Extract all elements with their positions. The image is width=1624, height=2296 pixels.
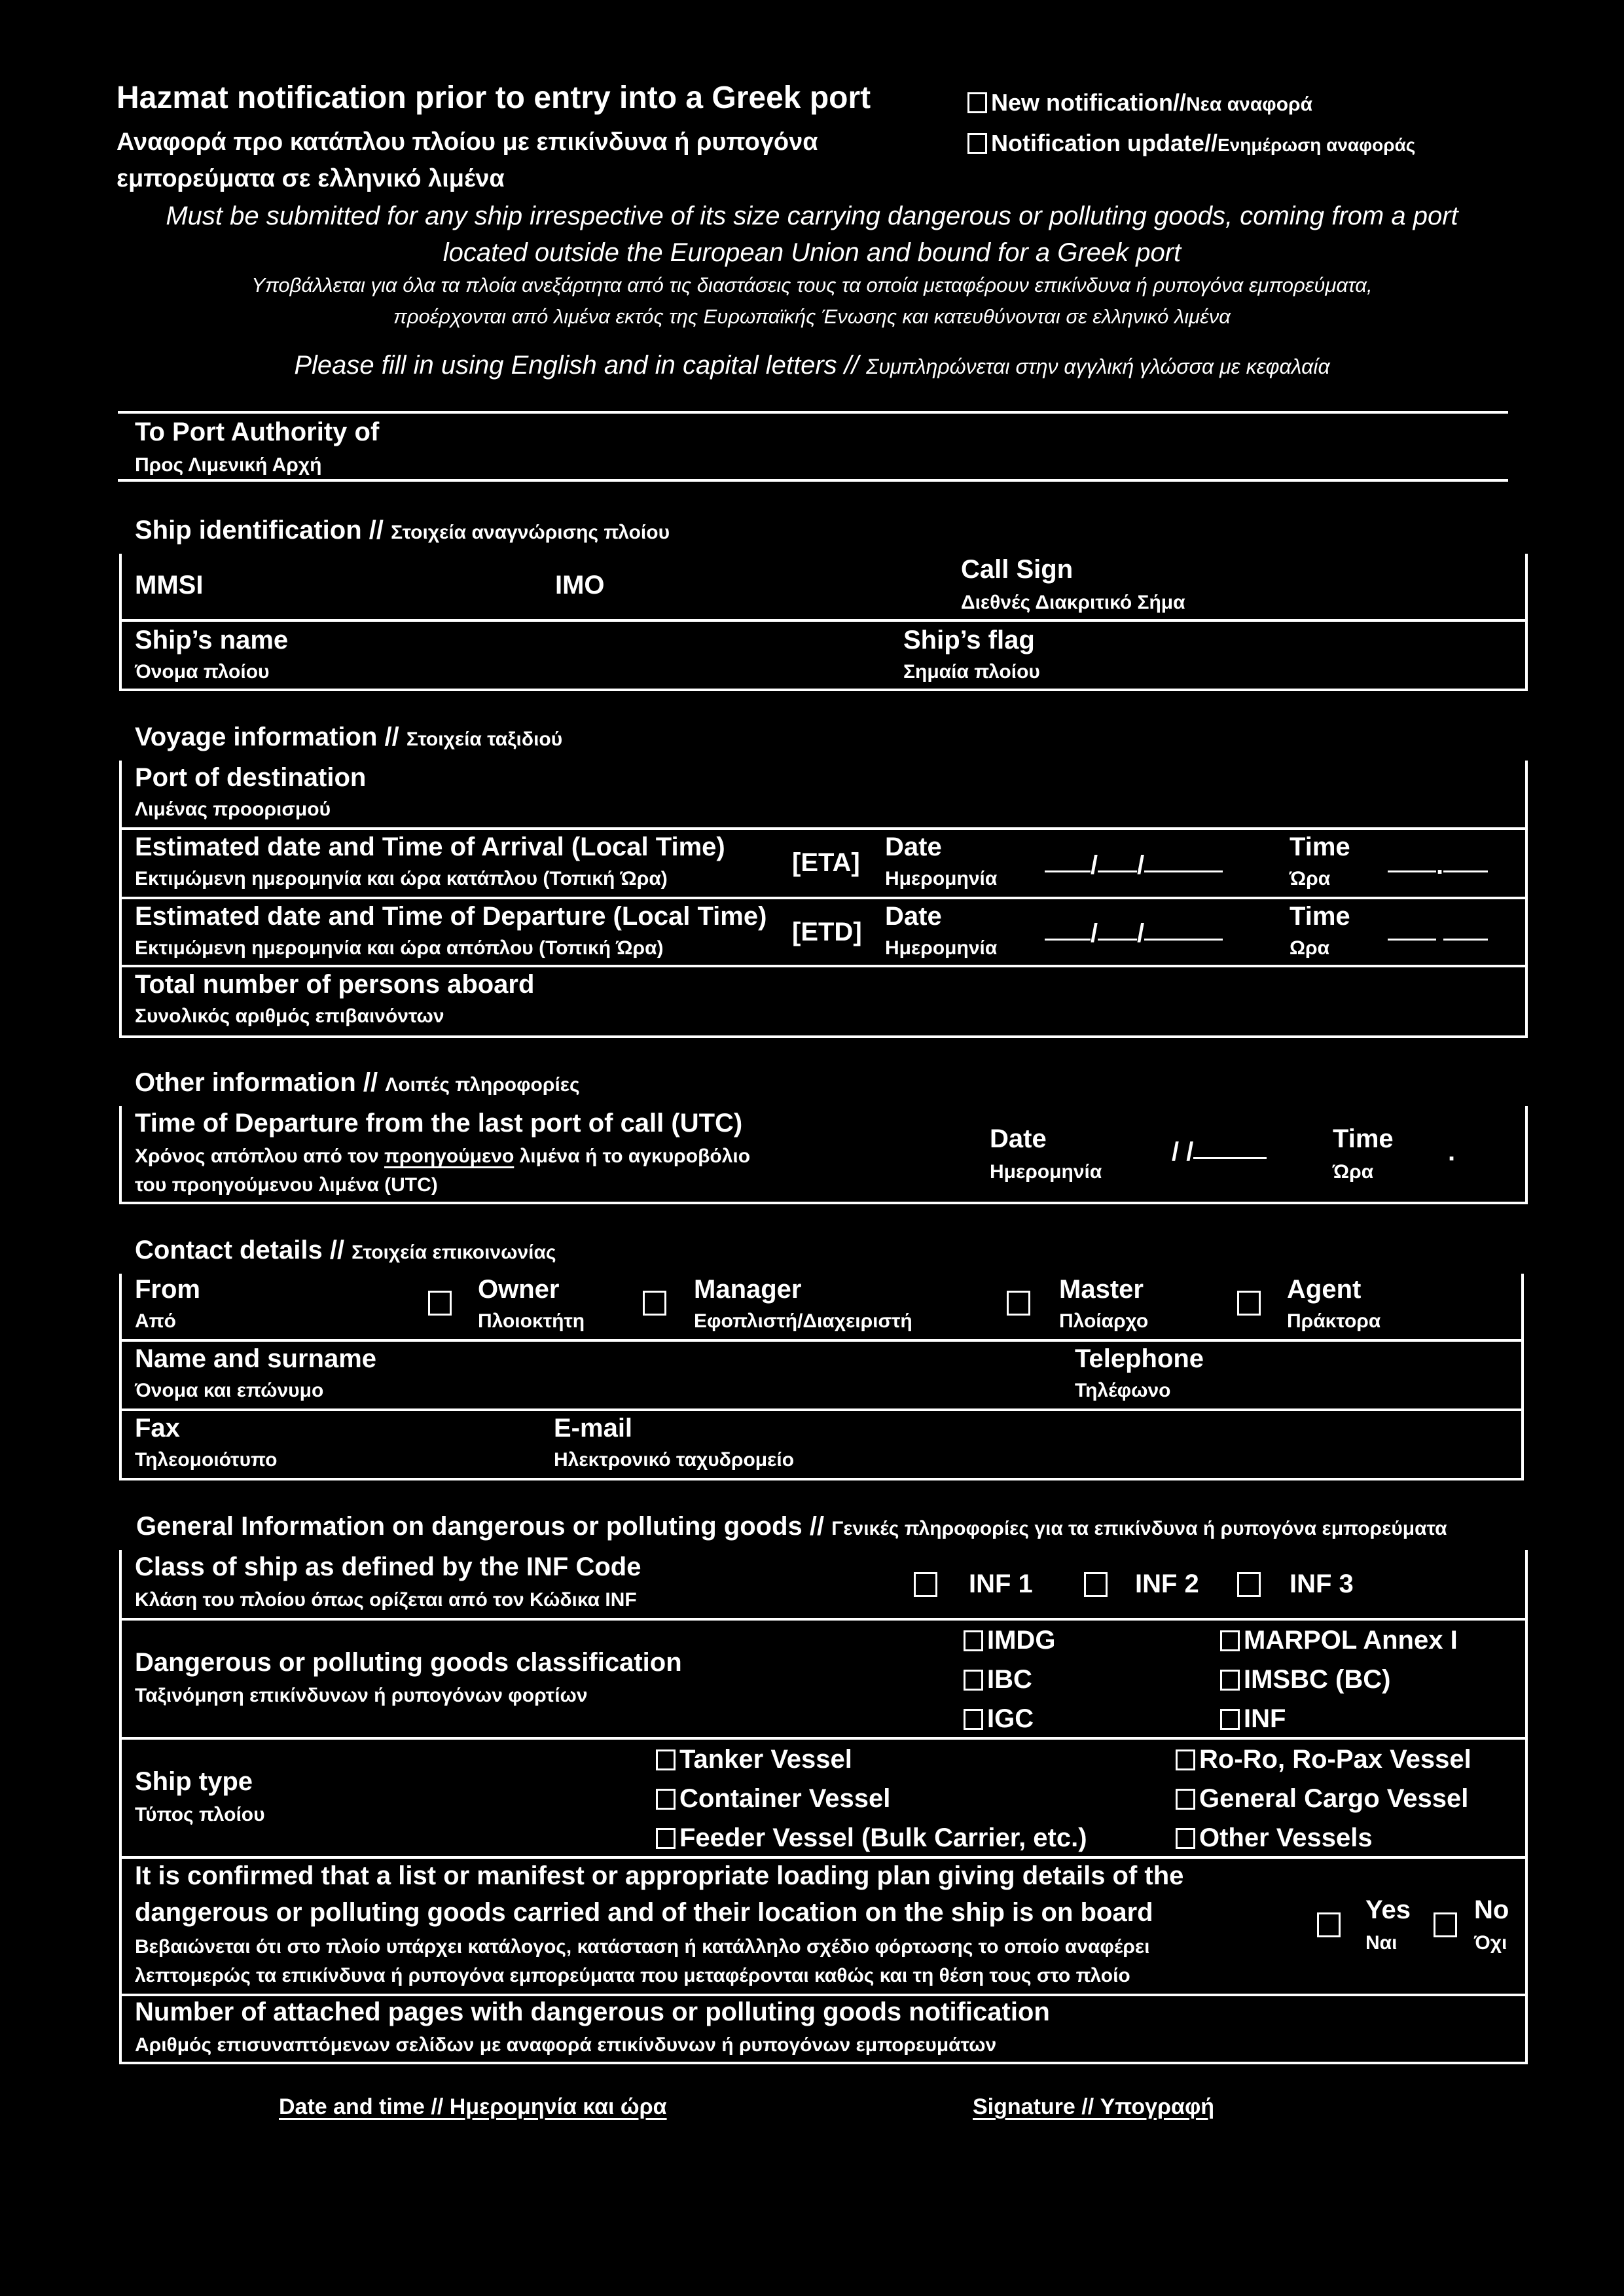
container-vessel-option[interactable]: Container Vessel <box>656 1784 890 1814</box>
eta-tag: [ETA] <box>792 848 860 877</box>
ship-class-label-greek: Κλάση του πλοίου όπως ορίζεται από τον Κώδικα INF <box>135 1589 637 1611</box>
fill-instructions: Please fill in using English and in capital letters // Συμπληρώνεται στην αγγλική γλώσσα με κεφαλαία <box>294 351 1330 380</box>
manifest-confirmation-line-1: It is confirmed that a list or manifest or appropriate loading plan giving details of the <box>135 1861 1184 1890</box>
eta-date-label-greek: Ημερομηνία <box>885 868 998 889</box>
inf1-label: INF 1 <box>969 1570 1033 1598</box>
confirmation-no-label-greek: Όχι <box>1474 1932 1507 1954</box>
last-port-departure-label: Time of Departure from the last port of call (UTC) <box>135 1109 743 1138</box>
date-and-time-signature-field[interactable]: Date and time // Ημερομηνία και ώρα <box>279 2094 667 2119</box>
new-notification-checkbox[interactable] <box>967 92 987 113</box>
etd-date-input[interactable]: / / <box>1045 919 1223 948</box>
master-label: Master <box>1059 1275 1144 1304</box>
feeder-vessel-option[interactable]: Feeder Vessel (Bulk Carrier, etc.) <box>656 1823 1087 1853</box>
agent-checkbox[interactable] <box>1237 1291 1261 1316</box>
name-surname-label-greek: Όνομα και επώνυμο <box>135 1380 324 1401</box>
eta-time-label: Time <box>1290 833 1350 861</box>
notice-english-line-2: located outside the European Union and bound for a Greek port <box>442 238 1182 267</box>
fax-label: Fax <box>135 1414 180 1443</box>
mmsi-label: MMSI <box>135 571 204 600</box>
last-port-time-label-greek: Ώρα <box>1333 1161 1374 1183</box>
goods-classification-label: Dangerous or polluting goods classification <box>135 1648 682 1677</box>
agent-label: Agent <box>1287 1275 1362 1304</box>
inf3-checkbox[interactable] <box>1237 1572 1261 1597</box>
contact-details-heading: Contact details // Στοιχεία επικοινωνίας <box>135 1236 556 1265</box>
owner-checkbox[interactable] <box>428 1291 452 1316</box>
telephone-label-greek: Τηλέφωνο <box>1075 1380 1171 1401</box>
form-title: Hazmat notification prior to entry into a Greek port <box>117 81 871 115</box>
owner-label-greek: Πλοιοκτήτη <box>478 1310 585 1332</box>
call-sign-label-greek: Διεθνές Διακριτικό Σήμα <box>961 592 1185 613</box>
eta-time-label-greek: Ώρα <box>1290 868 1331 889</box>
voyage-information-heading: Voyage information // Στοιχεία ταξιδιού <box>135 723 563 751</box>
notification-update-label: Notification update// <box>991 130 1218 156</box>
persons-aboard-label-greek: Συνολικός αριθμός επιβαινόντων <box>135 1005 444 1027</box>
notification-update-checkbox[interactable] <box>967 133 987 154</box>
eta-time-input[interactable]: . <box>1388 851 1488 880</box>
manifest-confirmation-line-2: dangerous or polluting goods carried and of their location on the ship is on board <box>135 1898 1153 1927</box>
last-port-date-label: Date <box>990 1124 1047 1153</box>
inf2-label: INF 2 <box>1135 1570 1199 1598</box>
etd-label-greek: Εκτιμώμενη ημερομηνία και ώρα απόπλου (Τοπική Ώρα) <box>135 937 664 959</box>
telephone-label: Telephone <box>1075 1344 1204 1373</box>
fax-label-greek: Τηλεομοιότυπο <box>135 1449 278 1471</box>
ship-identification-heading: Ship identification // Στοιχεία αναγνώρισης πλοίου <box>135 516 670 545</box>
email-label-greek: Ηλεκτρονικό ταχυδρομείο <box>554 1449 795 1471</box>
form-title-greek-line-2: εμπορεύματα σε ελληνικό λιμένα <box>117 165 505 192</box>
eta-date-label: Date <box>885 833 942 861</box>
ship-flag-label: Ship’s flag <box>903 626 1035 655</box>
etd-date-label: Date <box>885 902 942 931</box>
last-port-time-input[interactable]: . <box>1448 1138 1456 1166</box>
last-port-date-label-greek: Ημερομηνία <box>990 1161 1102 1183</box>
tanker-vessel-option[interactable]: Tanker Vessel <box>656 1745 852 1774</box>
form-title-greek-line-1: Αναφορά προ κατάπλου πλοίου με επικίνδυνα ή ρυπογόνα <box>117 128 818 156</box>
attached-pages-label: Number of attached pages with dangerous or polluting goods notification <box>135 1998 1050 2026</box>
goods-classification-label-greek: Ταξινόμηση επικίνδυνων ή ρυπογόνων φορτίων <box>135 1685 588 1706</box>
inf1-checkbox[interactable] <box>914 1572 937 1597</box>
new-notification-label: New notification// <box>991 89 1187 116</box>
notification-update-option[interactable] <box>967 130 1415 157</box>
notice-greek-line-2: προέρχονται από λιμένα εκτός της Ευρωπαϊκής Ένωσης και κατευθύνονται σε ελληνικό λιμένα <box>393 305 1231 328</box>
eta-date-input[interactable]: / / <box>1045 851 1223 880</box>
confirmation-yes-label-greek: Ναι <box>1365 1932 1398 1954</box>
from-label: From <box>135 1275 200 1304</box>
confirmation-yes-label: Yes <box>1365 1895 1411 1924</box>
marpol-option[interactable]: MARPOL Annex I <box>1220 1626 1458 1655</box>
last-port-departure-label-greek-1: Χρόνος απόπλου από τον προηγούμενο λιμένα ή το αγκυροβόλιο <box>135 1145 751 1167</box>
imsbc-option[interactable]: IMSBC (BC) <box>1220 1665 1390 1695</box>
manager-label-greek: Εφοπλιστή/Διαχειριστή <box>694 1310 912 1332</box>
attached-pages-label-greek: Αριθμός επισυναπτόμενων σελίδων με αναφορά επικίνδυνων ή ρυπογόνων εμπορευμάτων <box>135 2034 997 2056</box>
general-information-heading: General Information on dangerous or polluting goods // Γενικές πληροφορίες για τα επικίνδυνα ή ρυπογόνα εμπορεύματα <box>136 1512 1447 1541</box>
ibc-option[interactable]: IBC <box>964 1665 1032 1695</box>
ship-type-label: Ship type <box>135 1767 253 1796</box>
other-vessels-option[interactable]: Other Vessels <box>1176 1823 1373 1853</box>
notice-greek-line-1: Υποβάλλεται για όλα τα πλοία ανεξάρτητα από τις διαστάσεις τους τα οποία μεταφέρουν επικίνδυνα ή ρυπογόνα εμπορεύματα, <box>251 274 1373 296</box>
last-port-departure-label-greek-2: του προηγούμενου λιμένα (UTC) <box>135 1174 438 1196</box>
port-authority-label-greek: Προς Λιμενική Αρχή <box>135 454 322 476</box>
imo-label: IMO <box>555 571 605 600</box>
ship-class-label: Class of ship as defined by the INF Code <box>135 1552 641 1581</box>
agent-label-greek: Πράκτορα <box>1287 1310 1381 1332</box>
ship-type-label-greek: Τύπος πλοίου <box>135 1804 265 1825</box>
last-port-date-input[interactable]: / / <box>1172 1138 1267 1167</box>
ship-name-label: Ship’s name <box>135 626 289 655</box>
roro-vessel-option[interactable]: Ro-Ro, Ro-Pax Vessel <box>1176 1745 1471 1774</box>
call-sign-label: Call Sign <box>961 555 1074 584</box>
master-checkbox[interactable] <box>1007 1291 1030 1316</box>
eta-label: Estimated date and Time of Arrival (Local Time) <box>135 833 725 861</box>
etd-tag: [ETD] <box>792 918 862 946</box>
from-label-greek: Από <box>135 1310 176 1332</box>
notification-update-label-greek: Ενημέρωση αναφοράς <box>1218 135 1416 155</box>
last-port-time-label: Time <box>1333 1124 1394 1153</box>
port-authority-label: To Port Authority of <box>135 418 380 446</box>
etd-date-label-greek: Ημερομηνία <box>885 937 998 959</box>
manager-checkbox[interactable] <box>643 1291 666 1316</box>
confirmation-no-checkbox[interactable] <box>1434 1912 1457 1937</box>
manager-label: Manager <box>694 1275 802 1304</box>
etd-time-input[interactable] <box>1388 919 1488 948</box>
manifest-confirmation-greek-1: Βεβαιώνεται ότι στο πλοίο υπάρχει κατάλογος, κατάσταση ή κατάλληλο σχέδιο φόρτωσης το οποίο αναφέρει <box>135 1936 1150 1958</box>
ship-name-label-greek: Όνομα πλοίου <box>135 661 270 683</box>
other-information-heading: Other information // Λοιπές πληροφορίες <box>135 1068 580 1097</box>
port-of-destination-label: Port of destination <box>135 763 367 792</box>
persons-aboard-label: Total number of persons aboard <box>135 970 535 999</box>
inf-option[interactable]: INF <box>1220 1704 1286 1734</box>
new-notification-option[interactable] <box>967 89 1312 117</box>
master-label-greek: Πλοίαρχο <box>1059 1310 1149 1332</box>
owner-label: Owner <box>478 1275 560 1304</box>
imdg-option[interactable]: IMDG <box>964 1626 1055 1655</box>
igc-option[interactable]: IGC <box>964 1704 1034 1734</box>
new-notification-label-greek: Νεα αναφορά <box>1186 94 1313 115</box>
email-label: E-mail <box>554 1414 633 1443</box>
ship-flag-label-greek: Σημαία πλοίου <box>903 661 1040 683</box>
etd-time-label: Time <box>1290 902 1350 931</box>
etd-time-label-greek: Ωρα <box>1290 937 1330 959</box>
etd-label: Estimated date and Time of Departure (Local Time) <box>135 902 767 931</box>
manifest-confirmation-greek-2: λεπτομερώς τα επικίνδυνα ή ρυπογόνα εμπορεύματα που μεταφέρονται καθώς και τη θέση τους στο πλοίο <box>135 1965 1130 1986</box>
signature-field[interactable]: Signature // Υπογραφή <box>973 2094 1215 2119</box>
inf2-checkbox[interactable] <box>1084 1572 1108 1597</box>
inf3-label: INF 3 <box>1290 1570 1354 1598</box>
name-surname-label: Name and surname <box>135 1344 377 1373</box>
confirmation-no-label: No <box>1474 1895 1509 1924</box>
confirmation-yes-checkbox[interactable] <box>1317 1912 1341 1937</box>
notice-english-line-1: Must be submitted for any ship irrespective of its size carrying dangerous or polluting goods, coming from a port <box>166 202 1458 230</box>
port-of-destination-label-greek: Λιμένας προορισμού <box>135 798 331 820</box>
general-cargo-vessel-option[interactable]: General Cargo Vessel <box>1176 1784 1468 1814</box>
eta-label-greek: Εκτιμώμενη ημερομηνία και ώρα κατάπλου (Τοπική Ώρα) <box>135 868 668 889</box>
